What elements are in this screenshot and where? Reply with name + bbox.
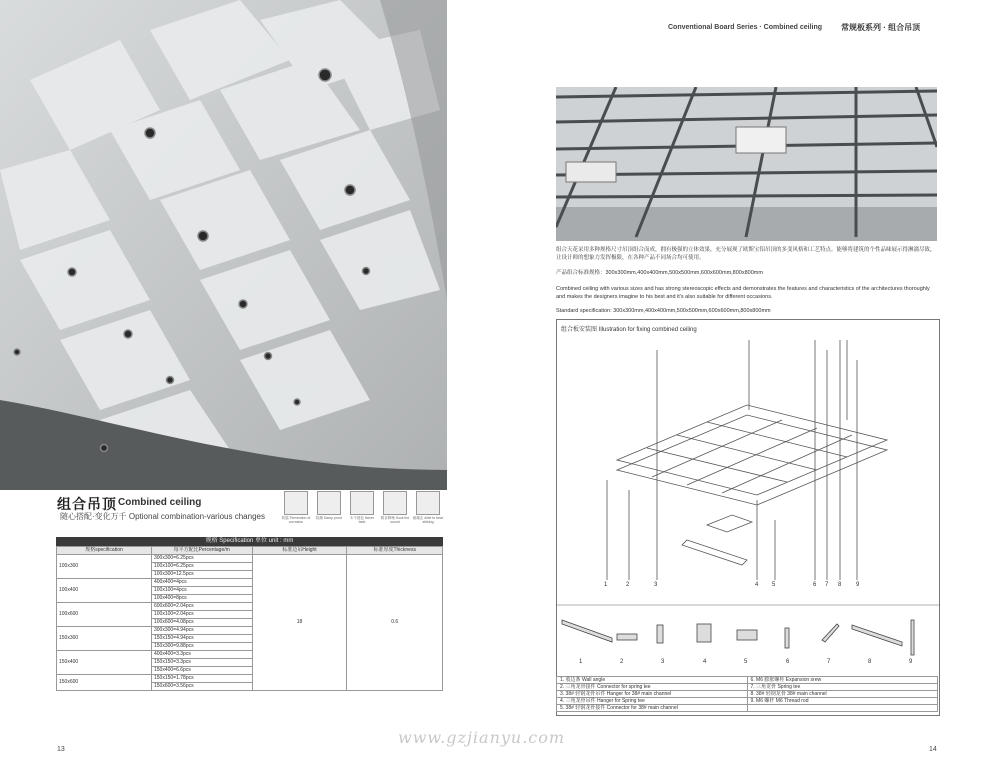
table-cell-size: 150x400 [57,651,152,675]
diagram-number: 8 [838,582,842,588]
table-cell: 150x150=4.94pcs [151,635,252,643]
arrow-icon [416,491,440,515]
feature-label: 耐撞击 Able to bear striking [412,516,444,524]
legend-item: 4. 三角龙骨吊件 Hanger for Spring tee [557,698,748,705]
spec-table [56,546,443,691]
legend-item: 3. 38# 轻钢龙骨吊件 Hanger for 38# main channel [557,691,748,698]
table-cell-height: 18 [252,555,347,691]
description-cn: 组合天花采用多种规格尺寸吊顶组合而成，拥有极强的立体效果，充分展现了欧斯宝铝吊顶的多变风格和工艺特点。能够将建筑的个性品味展示得淋漓尽致，让设计师的想象力发挥极限，在各种产品不同场合均可使用。 [556,247,936,261]
table-cell: 400x400=3.3pcs [151,651,252,659]
table-cell: 300x300=6.25pcs [151,555,252,563]
diagram-number: 7 [825,582,829,588]
parts-number: 9 [909,659,913,665]
installation-drawing [557,320,939,715]
color-icon [350,491,374,515]
table-cell-size: 100x300 [57,555,152,579]
parts-number: 3 [661,659,665,665]
spec-table-header: 规格 Specification 单位 unit : mm [56,537,443,546]
parts-number: 2 [620,659,624,665]
umbrella-icon [317,491,341,515]
parts-number: 7 [827,659,831,665]
table-cell-thickness: 0.6 [347,555,443,691]
feature-label: 防腐 Prevention of corrosion [281,516,311,524]
table-cell: 600x600=2.04pcs [151,603,252,611]
diagram-number: 3 [654,582,658,588]
table-cell: 150x600=3.56pcs [151,683,252,691]
table-cell: 150x150=1.78pcs [151,675,252,683]
diagram-number: 6 [813,582,817,588]
feature-label: 吸音降噪 Suck the sound [380,516,410,524]
diagram-number: 1 [604,582,608,588]
table-cell: 100x100=4pcs [151,587,252,595]
parts-number: 5 [744,659,748,665]
table-cell: 150x400=6.6pcs [151,667,252,675]
table-cell: 100x100=2.04pcs [151,611,252,619]
parts-number: 1 [579,659,583,665]
table-cell: 300x300=4.94pcs [151,627,252,635]
table-cell: 400x400=4pcs [151,579,252,587]
diagram-number: 4 [755,582,759,588]
table-cell: 150x300=9.88pcs [151,643,252,651]
legend-item: 9. M6 螺杆 M6 Thread rod [747,698,938,705]
diagram-number: 9 [856,582,860,588]
feature-label: 永不褪色 Never fade [349,516,375,524]
feature-corrosion [280,491,312,525]
page-title-en: Combined ceiling [118,497,202,508]
legend-item: 7. 三角龙骨 Spring tee [747,684,938,691]
table-cell-size: 100x600 [57,603,152,627]
legend-item: 1. 收边条 Wall angle [557,677,748,684]
ceiling-grid-photo [556,87,937,241]
legend-item: 5. 38# 轻钢龙骨接件 Connector for 38# main channel [557,705,748,712]
page-number-left: 13 [57,746,65,753]
table-cell-size: 150x300 [57,627,152,651]
feature-striking [412,491,444,525]
legend-item: 2. 三角龙骨接件 Connector for spring tee [557,684,748,691]
series-title-en: Conventional Board Series · Combined ceiling [668,24,823,31]
table-cell: 100x300=12.5pcs [151,571,252,579]
legend-item: 8. 38# 轻钢龙骨 38# main channel [747,691,938,698]
table-cell: 100x600=4.08pcs [151,619,252,627]
feature-sound [379,491,411,525]
ceiling-photo-left [0,0,447,490]
spec-cn: 产品组合标准规格：300x300mm,400x400mm,500x500mm,600x600mm,800x800mm [556,270,763,276]
ceiling-photo-right [556,87,937,241]
feature-damp-proof [313,491,345,521]
legend-item: 6. M6 膨胀螺栓 Expansion srew [747,677,938,684]
table-cell-size: 100x400 [57,579,152,603]
ceiling-grid-illustration [0,0,447,490]
parts-number: 6 [786,659,790,665]
column-header: 标准边吊Height [252,547,347,555]
column-header: 规格specification [57,547,152,555]
parts-number: 4 [703,659,707,665]
parts-legend [556,676,938,712]
series-title-cn: 常规板系列 · 组合吊顶 [841,23,921,32]
table-cell: 100x400=8pcs [151,595,252,603]
table-cell: 150x150=3.3pcs [151,659,252,667]
page-subtitle: 随心搭配·变化万千 Optional combination-various changes [60,512,265,521]
diagram-number: 5 [772,582,776,588]
page-number-right: 14 [929,746,937,753]
installation-diagram [556,319,940,716]
parts-number: 8 [868,659,872,665]
diagram-number: 2 [626,582,630,588]
legend-item [747,705,938,712]
page-title-cn: 组合吊顶 [57,496,117,512]
sound-icon [383,491,407,515]
feature-never-fade [346,491,378,525]
watermark: www.gzjianyu.com [398,728,566,747]
description-en: Combined ceiling with various sizes and has strong stereoscopic effects and demonstrates the features and characteristics of the architectures thoroughly and makes the designers imagine to his best and it's also suitable for different occasions. [556,286,930,300]
table-cell: 100x100=6.25pcs [151,563,252,571]
feature-label: 防潮 Damp proof [315,516,343,520]
table-cell-size: 150x600 [57,675,152,691]
spec-en: Standard specification: 300x300mm,400x400mm,500x500mm,600x600mm,800x800mm [556,308,771,314]
corrosion-icon [284,491,308,515]
column-header: 每平方配比Percentage/m [151,547,252,555]
column-header: 标准厚度Thickness [347,547,443,555]
diagram-title: 组合板安装图 Illustration for fixing combined ceiling [561,327,697,333]
